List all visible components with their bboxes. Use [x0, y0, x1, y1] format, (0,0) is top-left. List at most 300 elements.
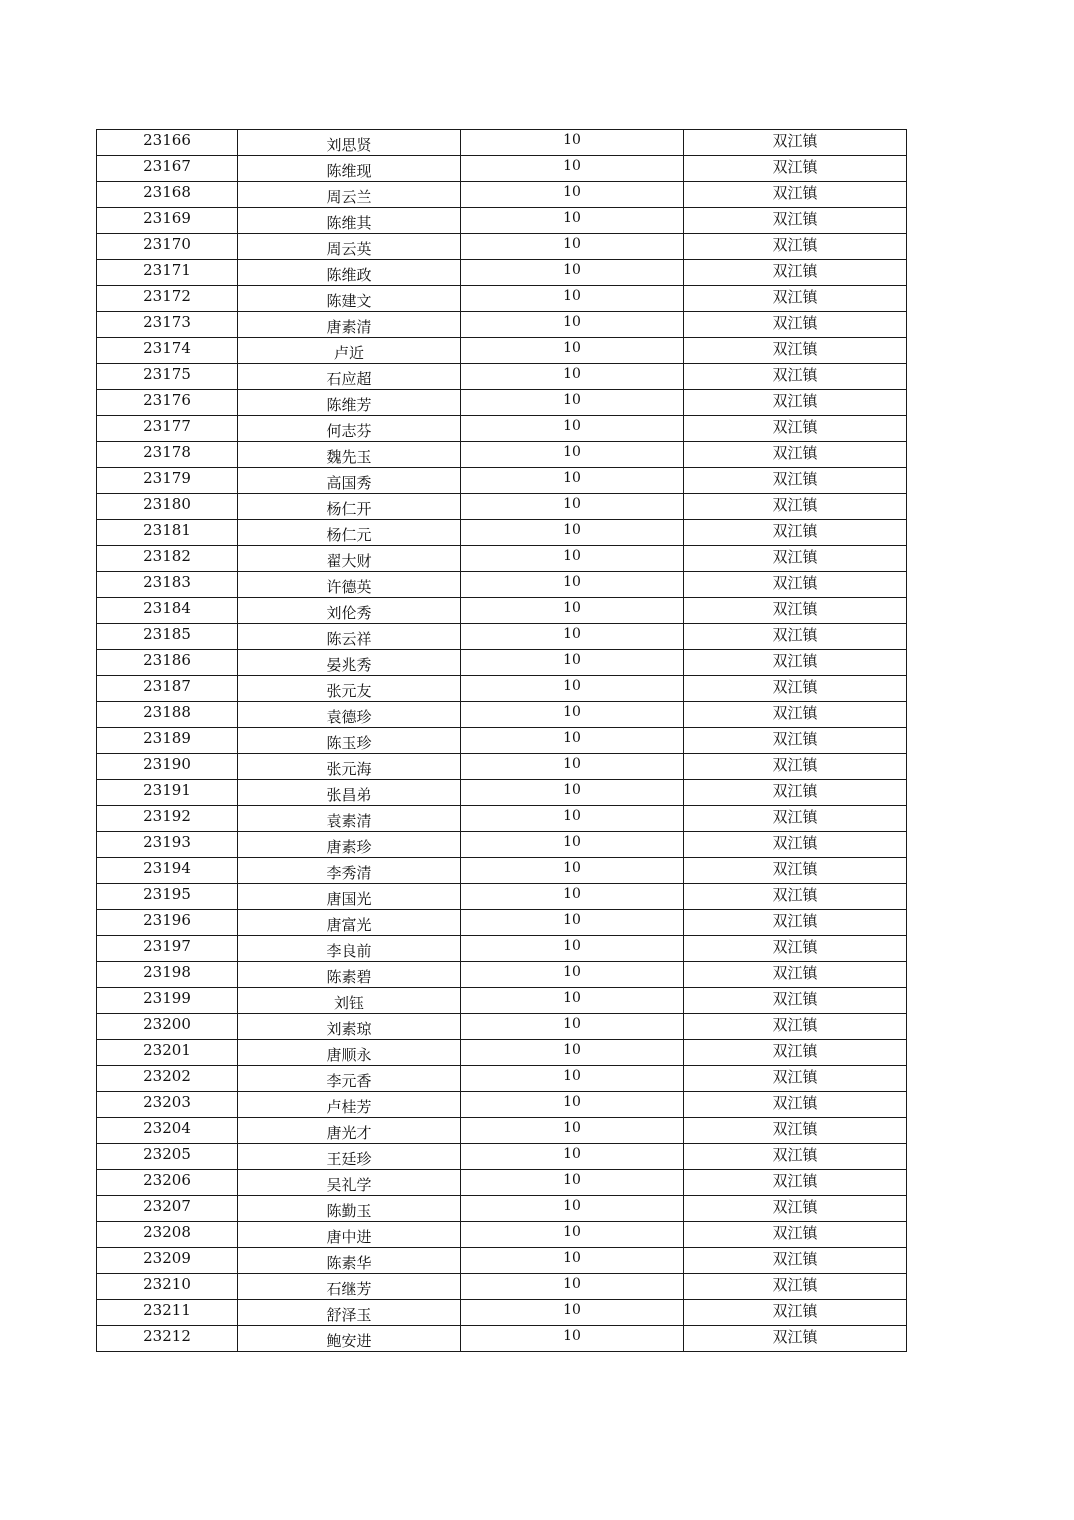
- table-row: [97, 1040, 907, 1066]
- cell-name-text: 卢近: [333, 344, 364, 362]
- cell-town: [684, 234, 907, 260]
- cell-town-text: 双江镇: [772, 496, 818, 514]
- cell-id-text: 23178: [143, 443, 191, 461]
- cell-name: [238, 832, 461, 858]
- cell-id: [97, 390, 238, 416]
- cell-name-text: 陈维现: [326, 162, 372, 180]
- cell-town: [684, 910, 907, 936]
- cell-town: [684, 156, 907, 182]
- cell-id-text: 23207: [143, 1197, 191, 1215]
- cell-id: [97, 702, 238, 728]
- cell-name-text: 刘伦秀: [326, 604, 372, 622]
- cell-amount: [461, 1092, 684, 1118]
- table-row: [97, 208, 907, 234]
- cell-town: [684, 286, 907, 312]
- cell-id: [97, 182, 238, 208]
- cell-id-text: 23171: [143, 261, 191, 279]
- table-row: [97, 1092, 907, 1118]
- cell-name-text: 陈素华: [326, 1254, 372, 1272]
- cell-town-text: 双江镇: [772, 1250, 818, 1268]
- cell-amount: [461, 702, 684, 728]
- cell-name-text: 卢桂芳: [326, 1098, 372, 1116]
- cell-amount: [461, 598, 684, 624]
- cell-name-text: 唐国光: [326, 890, 372, 908]
- cell-name: [238, 884, 461, 910]
- cell-town: [684, 988, 907, 1014]
- cell-town-text: 双江镇: [772, 678, 818, 696]
- cell-name-text: 陈维其: [326, 214, 372, 232]
- cell-id-text: 23188: [143, 703, 191, 721]
- cell-name: [238, 338, 461, 364]
- cell-amount-text: 10: [563, 652, 581, 668]
- cell-amount-text: 10: [563, 1042, 581, 1058]
- cell-town-text: 双江镇: [772, 158, 818, 176]
- cell-amount-text: 10: [563, 1276, 581, 1292]
- cell-id: [97, 520, 238, 546]
- cell-town-text: 双江镇: [772, 1276, 818, 1294]
- cell-name: [238, 1040, 461, 1066]
- table-row: [97, 650, 907, 676]
- cell-name: [238, 1170, 461, 1196]
- cell-town-text: 双江镇: [772, 938, 818, 956]
- table-row: [97, 1300, 907, 1326]
- cell-name: [238, 156, 461, 182]
- cell-town-text: 双江镇: [772, 1302, 818, 1320]
- table-row: [97, 1196, 907, 1222]
- cell-id: [97, 858, 238, 884]
- table-row: [97, 1170, 907, 1196]
- cell-town-text: 双江镇: [772, 1198, 818, 1216]
- cell-name-text: 陈维芳: [326, 396, 372, 414]
- cell-name-text: 许德英: [326, 578, 372, 596]
- cell-id: [97, 312, 238, 338]
- table-row: [97, 520, 907, 546]
- cell-amount-text: 10: [563, 1016, 581, 1032]
- cell-amount: [461, 1118, 684, 1144]
- table-row: [97, 1222, 907, 1248]
- cell-id-text: 23193: [143, 833, 191, 851]
- cell-amount-text: 10: [563, 132, 581, 148]
- cell-town-text: 双江镇: [772, 834, 818, 852]
- cell-id-text: 23198: [143, 963, 191, 981]
- cell-id: [97, 130, 238, 156]
- cell-name: [238, 286, 461, 312]
- cell-id-text: 23173: [143, 313, 191, 331]
- cell-name-text: 张元海: [326, 760, 372, 778]
- cell-name-text: 唐顺永: [326, 1046, 372, 1064]
- cell-town: [684, 1248, 907, 1274]
- cell-id: [97, 208, 238, 234]
- cell-id-text: 23203: [143, 1093, 191, 1111]
- cell-amount: [461, 208, 684, 234]
- cell-name: [238, 130, 461, 156]
- cell-name-text: 唐富光: [326, 916, 372, 934]
- cell-id-text: 23206: [143, 1171, 191, 1189]
- cell-name: [238, 572, 461, 598]
- cell-amount: [461, 1274, 684, 1300]
- cell-name-text: 石应超: [326, 370, 372, 388]
- cell-id-text: 23175: [143, 365, 191, 383]
- table-row: [97, 156, 907, 182]
- table-row: [97, 338, 907, 364]
- cell-name-text: 杨仁开: [326, 500, 372, 518]
- cell-town-text: 双江镇: [772, 522, 818, 540]
- cell-id: [97, 598, 238, 624]
- cell-amount-text: 10: [563, 158, 581, 174]
- cell-name: [238, 208, 461, 234]
- cell-id-text: 23189: [143, 729, 191, 747]
- table-row: [97, 858, 907, 884]
- table-row: [97, 1066, 907, 1092]
- cell-amount-text: 10: [563, 288, 581, 304]
- cell-town-text: 双江镇: [772, 1094, 818, 1112]
- cell-amount: [461, 182, 684, 208]
- cell-id: [97, 286, 238, 312]
- cell-id: [97, 1040, 238, 1066]
- cell-id-text: 23176: [143, 391, 191, 409]
- table-row: [97, 494, 907, 520]
- cell-id-text: 23199: [143, 989, 191, 1007]
- cell-town: [684, 962, 907, 988]
- cell-name: [238, 1300, 461, 1326]
- cell-town-text: 双江镇: [772, 626, 818, 644]
- table-row: [97, 442, 907, 468]
- cell-town: [684, 1014, 907, 1040]
- cell-name-text: 唐素清: [326, 318, 372, 336]
- cell-name-text: 陈维政: [326, 266, 372, 284]
- cell-town: [684, 1222, 907, 1248]
- cell-name-text: 周云英: [326, 240, 372, 258]
- cell-id: [97, 962, 238, 988]
- cell-name-text: 张昌弟: [326, 786, 372, 804]
- table-row: [97, 468, 907, 494]
- cell-id: [97, 1248, 238, 1274]
- cell-town: [684, 598, 907, 624]
- cell-town-text: 双江镇: [772, 1120, 818, 1138]
- cell-name: [238, 1196, 461, 1222]
- cell-id-text: 23202: [143, 1067, 191, 1085]
- cell-town: [684, 754, 907, 780]
- cell-id: [97, 728, 238, 754]
- cell-id-text: 23177: [143, 417, 191, 435]
- cell-name-text: 晏兆秀: [326, 656, 372, 674]
- cell-town: [684, 130, 907, 156]
- cell-id: [97, 234, 238, 260]
- cell-id: [97, 988, 238, 1014]
- cell-amount-text: 10: [563, 600, 581, 616]
- cell-amount: [461, 416, 684, 442]
- cell-town-text: 双江镇: [772, 652, 818, 670]
- cell-id: [97, 780, 238, 806]
- cell-name: [238, 1118, 461, 1144]
- cell-town-text: 双江镇: [772, 730, 818, 748]
- cell-name-text: 陈玉珍: [326, 734, 372, 752]
- cell-amount: [461, 1040, 684, 1066]
- cell-name-text: 翟大财: [326, 552, 372, 570]
- cell-name: [238, 364, 461, 390]
- cell-amount-text: 10: [563, 990, 581, 1006]
- cell-name-text: 袁素清: [326, 812, 372, 830]
- cell-name: [238, 962, 461, 988]
- cell-id-text: 23170: [143, 235, 191, 253]
- cell-town: [684, 936, 907, 962]
- cell-id-text: 23204: [143, 1119, 191, 1137]
- cell-town: [684, 494, 907, 520]
- cell-amount: [461, 520, 684, 546]
- cell-town-text: 双江镇: [772, 184, 818, 202]
- cell-town: [684, 832, 907, 858]
- cell-amount-text: 10: [563, 1094, 581, 1110]
- cell-town: [684, 1040, 907, 1066]
- cell-amount: [461, 1014, 684, 1040]
- cell-amount-text: 10: [563, 782, 581, 798]
- cell-id: [97, 260, 238, 286]
- cell-amount-text: 10: [563, 808, 581, 824]
- cell-id-text: 23201: [143, 1041, 191, 1059]
- cell-amount-text: 10: [563, 262, 581, 278]
- cell-amount-text: 10: [563, 1146, 581, 1162]
- cell-id-text: 23185: [143, 625, 191, 643]
- cell-id: [97, 338, 238, 364]
- cell-name: [238, 1092, 461, 1118]
- cell-name: [238, 858, 461, 884]
- cell-amount-text: 10: [563, 912, 581, 928]
- cell-amount-text: 10: [563, 704, 581, 720]
- table-row: [97, 962, 907, 988]
- cell-id: [97, 1144, 238, 1170]
- cell-town: [684, 208, 907, 234]
- cell-town-text: 双江镇: [772, 236, 818, 254]
- cell-amount: [461, 754, 684, 780]
- cell-town-text: 双江镇: [772, 1328, 818, 1346]
- cell-name-text: 何志芬: [326, 422, 372, 440]
- cell-id-text: 23192: [143, 807, 191, 825]
- cell-amount-text: 10: [563, 1172, 581, 1188]
- cell-town-text: 双江镇: [772, 418, 818, 436]
- cell-name-text: 刘钰: [333, 994, 364, 1012]
- cell-id-text: 23174: [143, 339, 191, 357]
- cell-name-text: 袁德珍: [326, 708, 372, 726]
- cell-name-text: 张元友: [326, 682, 372, 700]
- cell-amount-text: 10: [563, 834, 581, 850]
- cell-amount: [461, 884, 684, 910]
- cell-id: [97, 1118, 238, 1144]
- cell-id-text: 23196: [143, 911, 191, 929]
- cell-name-text: 吴礼学: [326, 1176, 372, 1194]
- cell-name: [238, 936, 461, 962]
- cell-id-text: 23210: [143, 1275, 191, 1293]
- cell-name-text: 唐素珍: [326, 838, 372, 856]
- cell-town: [684, 390, 907, 416]
- cell-amount-text: 10: [563, 210, 581, 226]
- cell-id: [97, 494, 238, 520]
- cell-amount: [461, 156, 684, 182]
- cell-town-text: 双江镇: [772, 704, 818, 722]
- cell-amount-text: 10: [563, 1120, 581, 1136]
- cell-name: [238, 312, 461, 338]
- cell-id: [97, 832, 238, 858]
- cell-amount: [461, 338, 684, 364]
- cell-town: [684, 182, 907, 208]
- cell-name: [238, 546, 461, 572]
- table-row: [97, 728, 907, 754]
- cell-amount: [461, 676, 684, 702]
- cell-name: [238, 806, 461, 832]
- cell-id-text: 23209: [143, 1249, 191, 1267]
- cell-id: [97, 806, 238, 832]
- cell-id: [97, 754, 238, 780]
- cell-amount: [461, 260, 684, 286]
- cell-name: [238, 416, 461, 442]
- cell-town-text: 双江镇: [772, 574, 818, 592]
- cell-name: [238, 442, 461, 468]
- table-row: [97, 546, 907, 572]
- cell-id: [97, 468, 238, 494]
- table-row: [97, 988, 907, 1014]
- cell-amount-text: 10: [563, 756, 581, 772]
- cell-name: [238, 650, 461, 676]
- cell-name-text: 杨仁元: [326, 526, 372, 544]
- cell-town-text: 双江镇: [772, 1172, 818, 1190]
- cell-town: [684, 1326, 907, 1352]
- cell-name: [238, 520, 461, 546]
- cell-town-text: 双江镇: [772, 964, 818, 982]
- table-row: [97, 910, 907, 936]
- cell-amount-text: 10: [563, 938, 581, 954]
- cell-id: [97, 156, 238, 182]
- cell-id: [97, 364, 238, 390]
- table-row: [97, 1118, 907, 1144]
- cell-amount: [461, 988, 684, 1014]
- cell-town-text: 双江镇: [772, 1224, 818, 1242]
- cell-name: [238, 598, 461, 624]
- cell-id-text: 23212: [143, 1327, 191, 1345]
- cell-amount-text: 10: [563, 1198, 581, 1214]
- cell-name: [238, 1014, 461, 1040]
- cell-town: [684, 364, 907, 390]
- cell-name-text: 李良前: [326, 942, 372, 960]
- table-row: [97, 832, 907, 858]
- cell-amount: [461, 286, 684, 312]
- cell-amount: [461, 364, 684, 390]
- table-row: [97, 364, 907, 390]
- cell-town-text: 双江镇: [772, 1016, 818, 1034]
- cell-town: [684, 546, 907, 572]
- cell-town-text: 双江镇: [772, 600, 818, 618]
- cell-town: [684, 624, 907, 650]
- cell-amount-text: 10: [563, 1302, 581, 1318]
- cell-town: [684, 780, 907, 806]
- cell-amount: [461, 1144, 684, 1170]
- cell-id-text: 23179: [143, 469, 191, 487]
- cell-name-text: 舒泽玉: [326, 1306, 372, 1324]
- cell-amount-text: 10: [563, 678, 581, 694]
- cell-name-text: 高国秀: [326, 474, 372, 492]
- cell-town: [684, 1144, 907, 1170]
- cell-amount-text: 10: [563, 444, 581, 460]
- cell-town: [684, 702, 907, 728]
- table-row: [97, 598, 907, 624]
- roster-table: [96, 129, 907, 1352]
- cell-amount: [461, 1326, 684, 1352]
- cell-id-text: 23211: [143, 1301, 191, 1319]
- cell-amount: [461, 806, 684, 832]
- cell-amount: [461, 1066, 684, 1092]
- cell-name-text: 石继芳: [326, 1280, 372, 1298]
- table-row: [97, 572, 907, 598]
- table-row: [97, 676, 907, 702]
- cell-town-text: 双江镇: [772, 366, 818, 384]
- cell-name-text: 鲍安进: [326, 1332, 372, 1350]
- cell-id: [97, 624, 238, 650]
- cell-amount-text: 10: [563, 730, 581, 746]
- cell-id: [97, 1066, 238, 1092]
- cell-amount: [461, 910, 684, 936]
- cell-amount: [461, 858, 684, 884]
- cell-name: [238, 468, 461, 494]
- roster-sheet: [96, 129, 906, 1352]
- cell-amount: [461, 468, 684, 494]
- cell-town: [684, 260, 907, 286]
- cell-town: [684, 1170, 907, 1196]
- cell-id: [97, 1014, 238, 1040]
- cell-id: [97, 676, 238, 702]
- cell-town: [684, 728, 907, 754]
- cell-town-text: 双江镇: [772, 470, 818, 488]
- cell-town-text: 双江镇: [772, 1068, 818, 1086]
- cell-name: [238, 1248, 461, 1274]
- table-row: [97, 182, 907, 208]
- cell-name: [238, 728, 461, 754]
- cell-amount-text: 10: [563, 236, 581, 252]
- cell-town: [684, 650, 907, 676]
- cell-amount: [461, 1196, 684, 1222]
- cell-id-text: 23181: [143, 521, 191, 539]
- cell-id-text: 23166: [143, 131, 191, 149]
- table-row: [97, 1014, 907, 1040]
- cell-name-text: 陈勤玉: [326, 1202, 372, 1220]
- cell-id-text: 23197: [143, 937, 191, 955]
- cell-id-text: 23200: [143, 1015, 191, 1033]
- cell-id: [97, 442, 238, 468]
- cell-amount: [461, 442, 684, 468]
- cell-town-text: 双江镇: [772, 288, 818, 306]
- table-row: [97, 884, 907, 910]
- cell-amount: [461, 130, 684, 156]
- cell-amount-text: 10: [563, 392, 581, 408]
- table-row: [97, 806, 907, 832]
- cell-town: [684, 572, 907, 598]
- cell-name: [238, 702, 461, 728]
- table-row: [97, 234, 907, 260]
- cell-name: [238, 988, 461, 1014]
- table-row: [97, 624, 907, 650]
- table-row: [97, 702, 907, 728]
- cell-amount: [461, 936, 684, 962]
- cell-amount: [461, 390, 684, 416]
- cell-id: [97, 572, 238, 598]
- cell-town: [684, 1196, 907, 1222]
- cell-id-text: 23186: [143, 651, 191, 669]
- table-row: [97, 286, 907, 312]
- cell-name: [238, 260, 461, 286]
- cell-town: [684, 1274, 907, 1300]
- cell-id: [97, 884, 238, 910]
- cell-town-text: 双江镇: [772, 132, 818, 150]
- cell-town-text: 双江镇: [772, 548, 818, 566]
- cell-amount: [461, 962, 684, 988]
- cell-town-text: 双江镇: [772, 314, 818, 332]
